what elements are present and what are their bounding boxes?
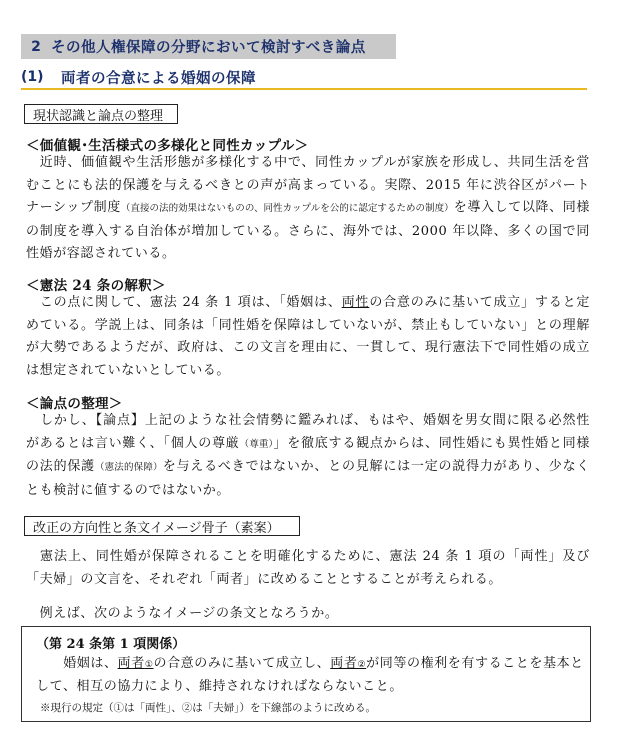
paragraph-example-intro: 例えば、次のようなイメージの条文となろうか。: [39, 606, 339, 621]
paragraph-diversity: 近時、価値観や生活形態が多様化する中で、同性カップルが家族を形成し、共同生活を営むことにも法的保護を与えるべきとの声が高まっている。実際、2015 年に渋谷区がパートナーシップ制度（直接の法的効果はないものの、同性カップルを公的に認定するための制度）を導入して以降、同様の制度を導入する自治体が増加している。さらに、海外では、2000 年以降、多くの国で同性婚が容認されている。: [26, 155, 591, 261]
heading-diversity: ＜価値観･生活様式の多様化と同性カップル＞: [26, 138, 309, 154]
heading-article-24: ＜憲法 24 条の解釈＞: [26, 278, 166, 294]
example-heading: （第 24 条第 1 項関係）: [36, 637, 186, 652]
example-article-box: [21, 626, 591, 722]
subsection-title: 両者の合意による婚姻の保障: [61, 70, 256, 87]
subsection-number: (1): [21, 69, 44, 85]
section-number: 2: [31, 38, 41, 55]
example-article-text: 婚姻は、両者①の合意のみに基いて成立し、両者②が同等の権利を有することを基本として、相互の協力により、維持されなければならないこと。: [36, 656, 584, 694]
section-heading: [21, 34, 396, 59]
subsection-heading: [21, 66, 587, 90]
note-partnership: （直接の法的効果はないものの、同性カップルを公的に認定するための制度）: [120, 203, 454, 214]
box-heading-amendment: 改正の方向性と条文イメージ骨子（素案）: [24, 516, 300, 536]
paragraph-amendment: 憲法上、同性婚が保障されることを明確化するために、憲法 24 条 1 項の「両性」及び「夫婦」の文言を、それぞれ「両者」に改めることとすることが考えられる。: [26, 549, 590, 587]
heading-issues: ＜論点の整理＞: [26, 396, 123, 412]
paragraph-issues: しかし、【論点】上記のような社会情勢に鑑みれば、もはや、婚姻を男女間に限る必然性があるとは言い難く、「個人の尊厳（尊重）」を徹底する観点からは、同性婚にも異性婚と同様の法的保護（憲法的保障）を与えるべきではないか、との見解には一定の説得力があり、少なくとも検討に値するのではないか。: [26, 413, 590, 498]
underlined-term: 両性: [341, 295, 370, 310]
example-note: ※現行の規定（①は「両性」、②は「夫婦」）を下線部のように改める。: [40, 702, 376, 714]
paragraph-article-24: この点に関して、憲法 24 条 1 項は、「婚姻は、両性の合意のみに基いて成立」すると定めている。学説上は、同条は「同性婚を保障はしていないが、禁止もしていない」との理解が大勢であるようだが、政府は、この文言を理由に、一貫して、現行憲法下で同性婚の成立は想定されていないとしている。: [26, 295, 590, 378]
section-title: その他人権保障の分野において検討すべき論点: [51, 40, 366, 56]
box-heading-current-status: 現状認識と論点の整理: [24, 104, 178, 124]
